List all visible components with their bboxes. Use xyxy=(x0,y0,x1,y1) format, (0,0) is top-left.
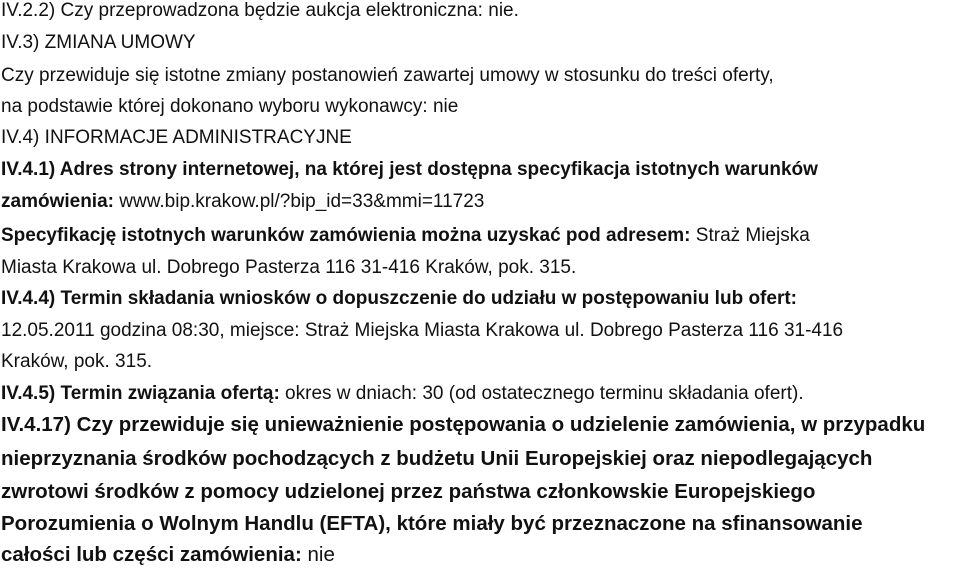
section-iv-3-heading xyxy=(1,32,196,54)
section-iv-4-17-line3 xyxy=(1,480,815,504)
question-label: na podstawie której dokonano wyboru wykonawcy: xyxy=(1,96,428,117)
section-iv-4-1-line2 xyxy=(1,191,484,213)
section-iv-4-17-line5 xyxy=(1,543,335,567)
question-label: Czy przewiduje się unieważnienie postępowania o udzielenie zamówienia, w przypadku xyxy=(70,413,926,436)
question-label: całości lub części zamówienia: xyxy=(1,543,302,566)
question-label: nieprzyznania środków pochodzących z budżetu Unii Europejskiej oraz niepodlegających xyxy=(1,447,873,470)
section-iv-4-4-line2 xyxy=(1,320,843,342)
section-iv-4-5 xyxy=(1,383,804,405)
section-iv-3-question-line1 xyxy=(1,65,774,87)
question-label: zwrotowi środków z pomocy udzielonej przez państwa członkowskie Europejskiego xyxy=(1,480,816,503)
section-heading: IV.4) INFORMACJE ADMINISTRACYJNE xyxy=(1,127,352,148)
section-iv-4-4-line1 xyxy=(1,288,797,310)
answer-value: nie xyxy=(427,96,459,117)
section-iv-3-question-line2 xyxy=(1,96,458,118)
answer-value: 12.05.2011 godzina 08:30, miejsce: Straż Miejska Miasta Krakowa ul. Dobrego Pasterza 116 31-416 xyxy=(1,320,844,341)
section-number: IV.4.4) xyxy=(1,288,56,309)
answer-value: okres w dniach: 30 (od ostatecznego terminu składania ofert). xyxy=(279,383,804,404)
answer-value: nie. xyxy=(482,0,519,21)
spec-address-line2 xyxy=(1,257,576,279)
section-iv-4-heading xyxy=(1,127,352,149)
question-label: Czy przewiduje się istotne zmiany postanowień zawartej umowy w stosunku do treści oferty, xyxy=(1,65,774,86)
question-label: Specyfikację istotnych warunków zamówienia można uzyskać pod adresem: xyxy=(1,225,691,246)
section-number: IV.4.17) xyxy=(1,413,71,436)
section-iv-4-17-line1 xyxy=(1,413,925,437)
section-iv-4-4-line3 xyxy=(1,351,152,373)
answer-value: Miasta Krakowa ul. Dobrego Pasterza 116 31-416 Kraków, pok. 315. xyxy=(1,257,577,278)
answer-value: Kraków, pok. 315. xyxy=(1,351,153,372)
question-label: zamówienia: xyxy=(1,191,114,212)
spec-address-line1 xyxy=(1,225,810,247)
answer-value: Straż Miejska xyxy=(690,225,810,246)
question-label: IV.2.2) Czy przeprowadzona będzie aukcja elektroniczna: xyxy=(1,0,483,21)
section-iv-2-2 xyxy=(1,0,519,22)
section-iv-4-1-line1 xyxy=(1,159,818,181)
section-number: IV.4.5) xyxy=(1,383,56,404)
question-label: Adres strony internetowej, na której jest dostępna specyfikacja istotnych warunków xyxy=(55,159,818,180)
section-iv-4-17-line4 xyxy=(1,512,863,536)
question-label: Termin związania ofertą: xyxy=(55,383,280,404)
section-iv-4-17-line2 xyxy=(1,447,872,471)
section-number: IV.4.1) xyxy=(1,159,56,180)
website-url: www.bip.krakow.pl/?bip_id=33&mmi=11723 xyxy=(113,191,485,212)
question-label: Porozumienia o Wolnym Handlu (EFTA), które miały być przeznaczone na sfinansowanie xyxy=(1,512,863,535)
question-label: Termin składania wniosków o dopuszczenie do udziału w postępowaniu lub ofert: xyxy=(55,288,798,309)
section-heading: IV.3) ZMIANA UMOWY xyxy=(1,32,196,53)
answer-value: nie xyxy=(301,543,335,566)
